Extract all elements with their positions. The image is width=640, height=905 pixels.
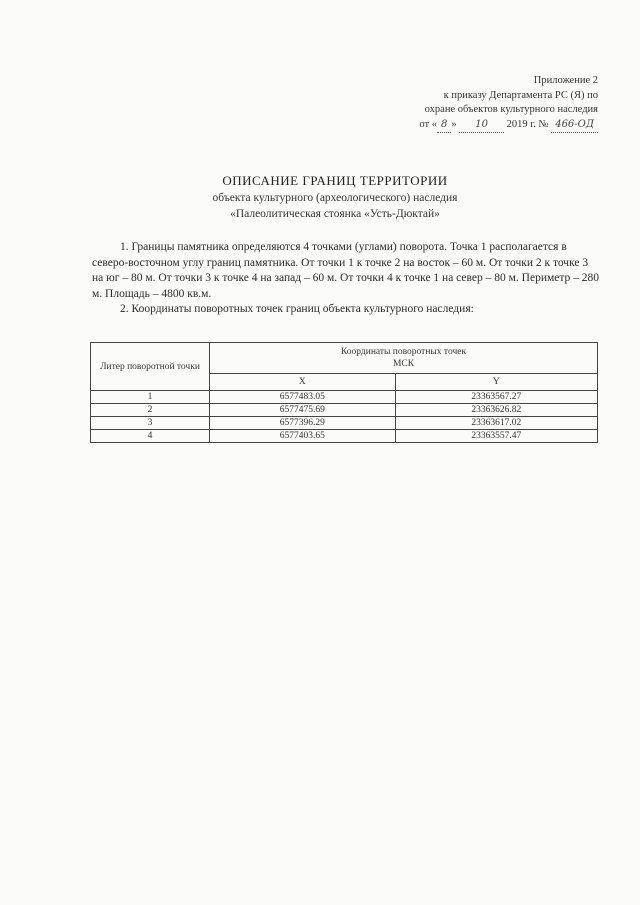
cell-x: 6577396.29 xyxy=(210,417,396,430)
appendix-department: охране объектов культурного наследия xyxy=(424,104,598,115)
date-month: 10 xyxy=(459,118,504,134)
cell-y: 23363626.82 xyxy=(395,404,597,417)
appendix-header xyxy=(419,74,598,133)
cell-y: 23363557.47 xyxy=(395,430,597,443)
coords-header-line2: МСК xyxy=(392,359,415,369)
table-row xyxy=(91,417,598,430)
appendix-order-ref: к приказу Департамента РС (Я) по xyxy=(443,89,598,101)
cell-x: 6577403.65 xyxy=(210,430,396,443)
cell-point: 3 xyxy=(91,417,210,430)
cell-x: 6577475.69 xyxy=(210,404,396,417)
cell-x: 6577483.05 xyxy=(210,391,396,404)
cell-y: 23363617.02 xyxy=(395,417,597,430)
col-header-point: Литер поворотной точки xyxy=(91,343,210,391)
cell-y: 23363567.27 xyxy=(395,391,597,404)
col-header-coords xyxy=(210,343,598,374)
boundary-description-paragraph: 1. Границы памятника определяются 4 точками (углами) поворота. Точка 1 располагается в северо-восточном углу границ памятника. От точки 1 к точке 2 на восток – 60 м. От точки 2 к точке 3 на юг – 80 м. От точки 3 к точке 4 на запад – 60 м. От точки 4 к точке 1 на север – 80 м. Периметр – 280 м. Площадь – 4800 кв.м. xyxy=(92,241,600,300)
col-header-y: Y xyxy=(395,374,597,391)
date-prefix: от « xyxy=(419,118,437,130)
col-header-x: X xyxy=(210,374,396,391)
coordinates-table xyxy=(90,342,598,443)
coordinates-intro-paragraph: 2. Координаты поворотных точек границ объекта культурного наследия: xyxy=(120,303,474,315)
date-year: 2019 г. № xyxy=(506,118,549,130)
date-day: 8 xyxy=(437,118,451,134)
appendix-title: Приложение 2 xyxy=(533,75,598,86)
document-title-block xyxy=(60,172,610,222)
table-row xyxy=(91,391,598,404)
coords-header-line1: Координаты поворотных точек xyxy=(340,347,467,357)
order-number: 466-ОД xyxy=(551,118,598,134)
document-subtitle-name: «Палеолитическая стоянка «Усть-Дюктай» xyxy=(230,208,440,220)
table-row xyxy=(91,430,598,443)
cell-point: 1 xyxy=(91,391,210,404)
document-body xyxy=(92,240,602,318)
cell-point: 2 xyxy=(91,404,210,417)
appendix-date-line xyxy=(419,118,598,134)
cell-point: 4 xyxy=(91,430,210,443)
document-title: ОПИСАНИЕ ГРАНИЦ ТЕРРИТОРИИ xyxy=(222,173,448,188)
date-mid: » xyxy=(451,118,457,130)
document-subtitle-object: объекта культурного (археологического) наследия xyxy=(212,192,458,204)
table-row xyxy=(91,404,598,417)
